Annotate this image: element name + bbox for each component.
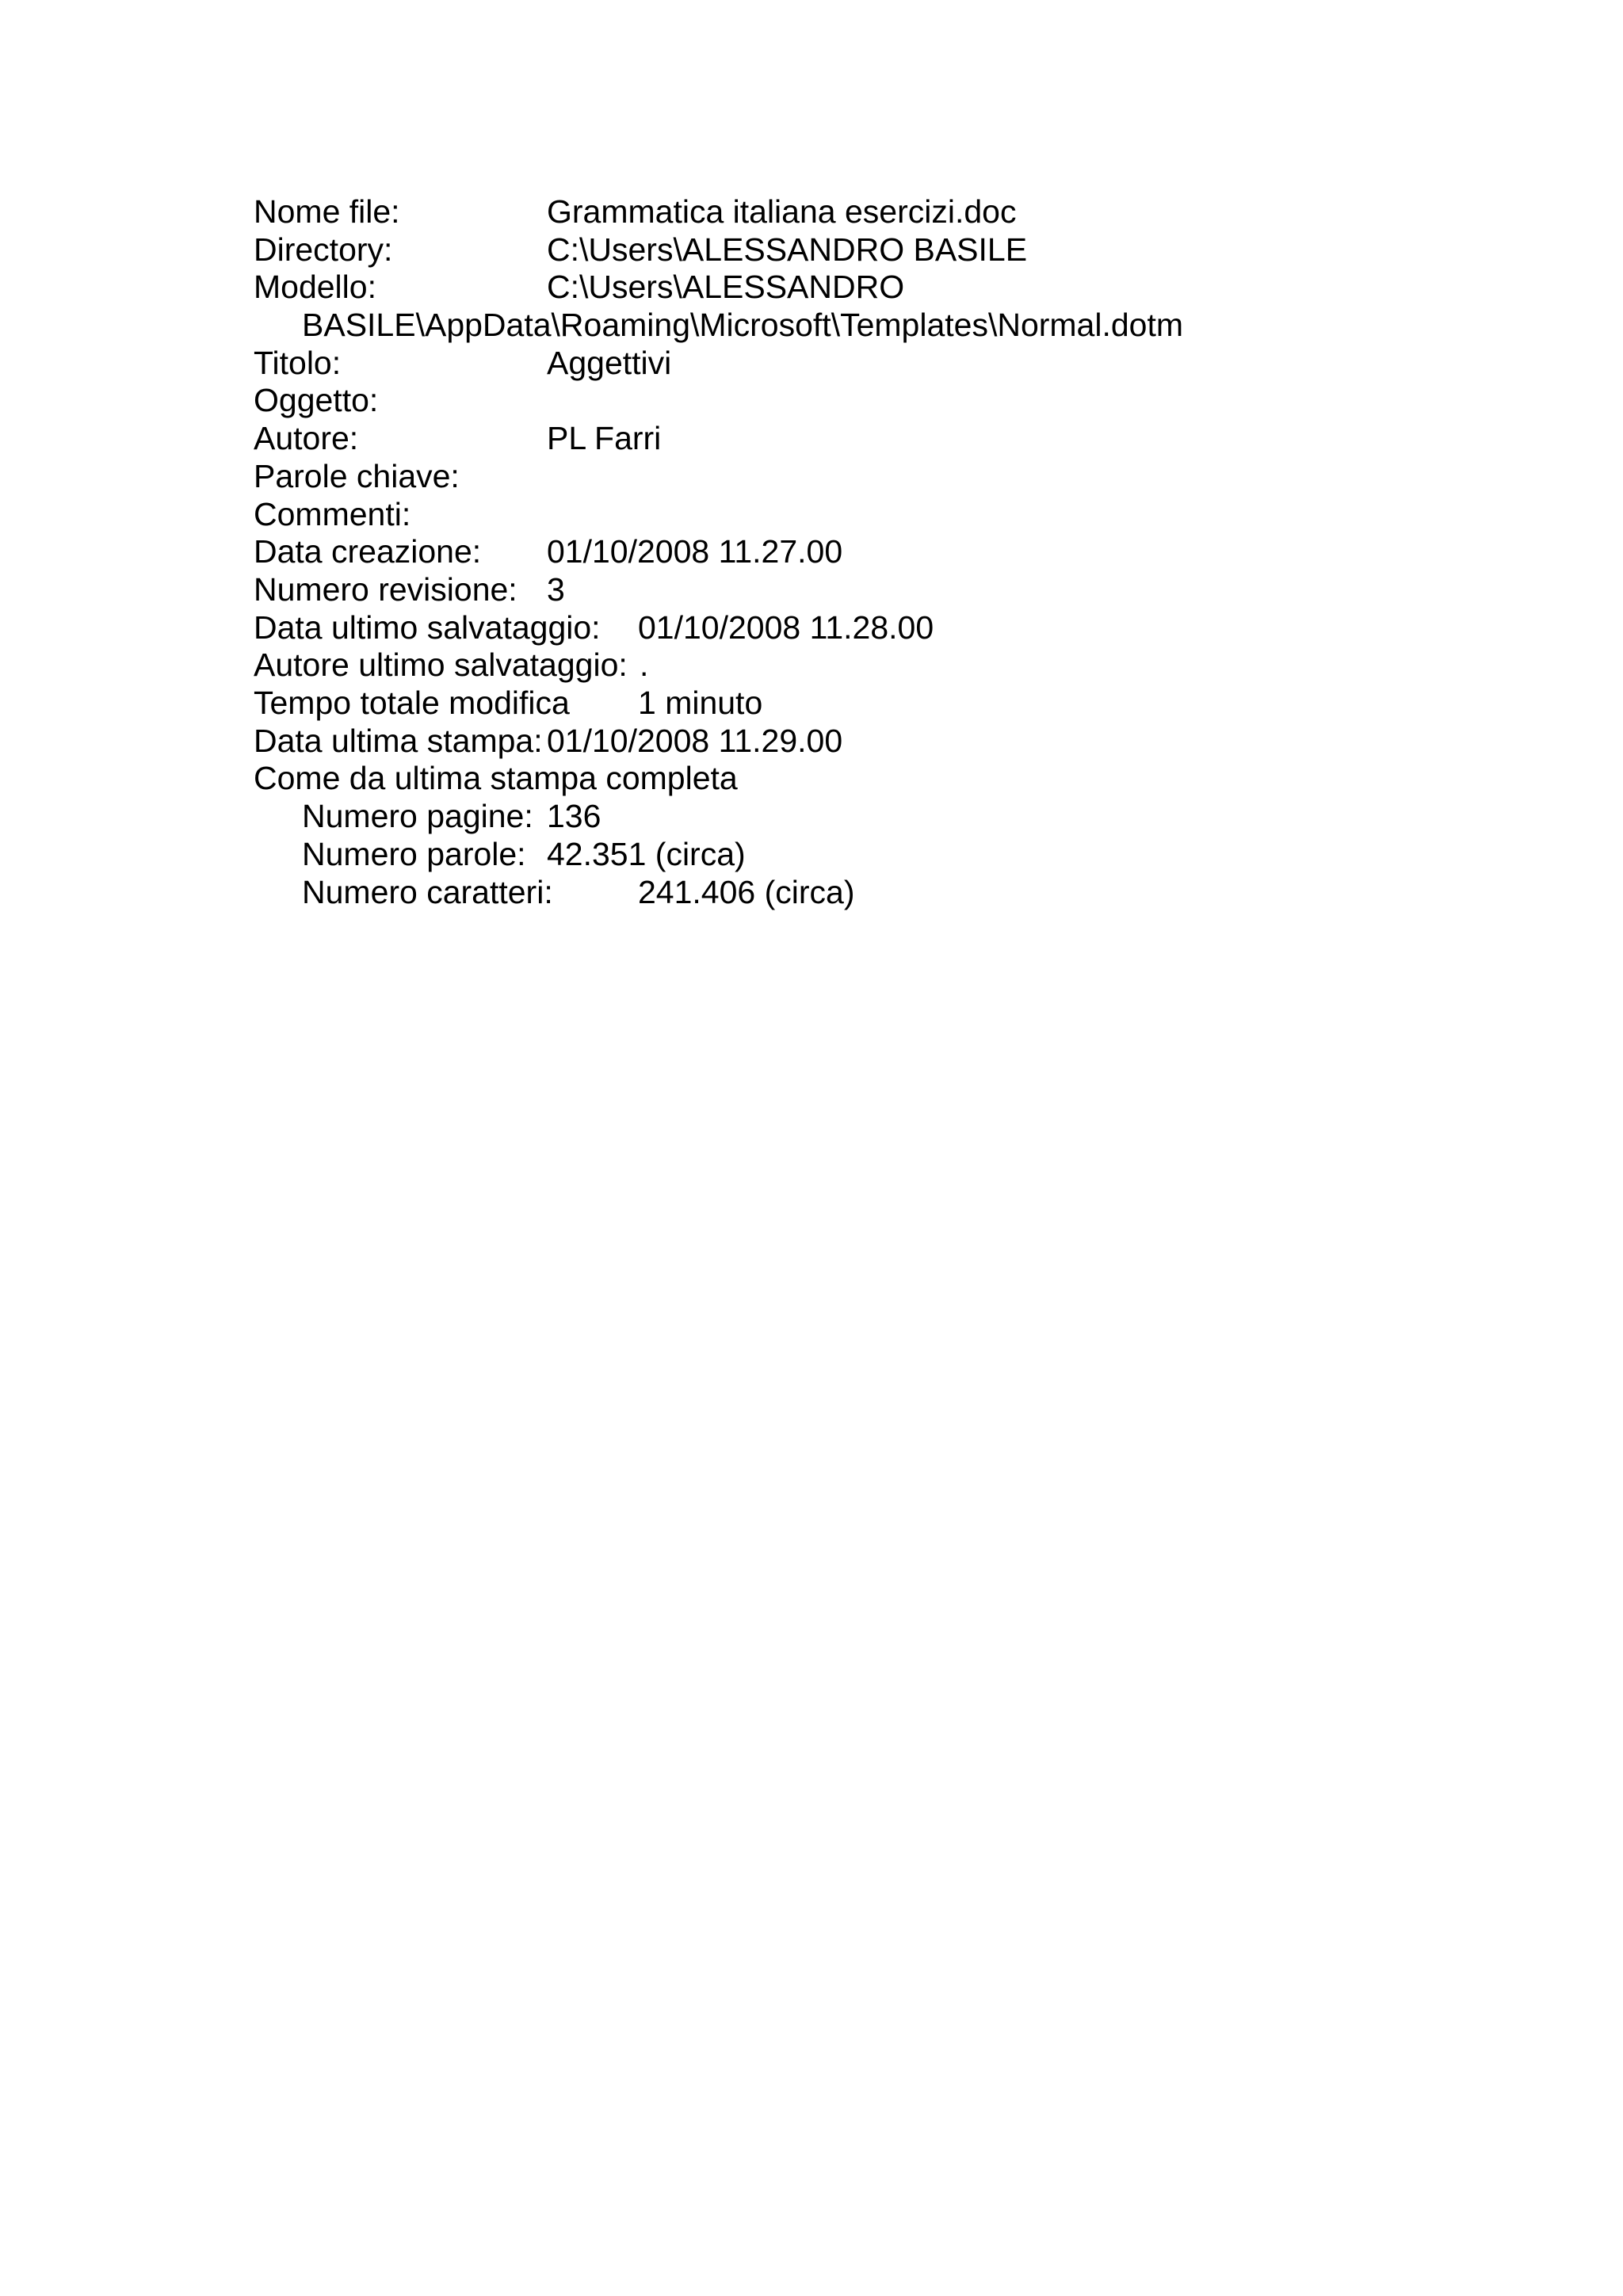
numero-revisione-value: 3 xyxy=(547,571,565,608)
nome-file-label: Nome file: xyxy=(254,193,400,230)
tempo-totale-modifica-value: 1 minuto xyxy=(638,685,763,721)
data-ultima-stampa-value: 01/10/2008 11.29.00 xyxy=(547,723,843,759)
nome-file-value: Grammatica italiana esercizi.doc xyxy=(547,193,1017,230)
directory-label: Directory: xyxy=(254,231,393,268)
numero-parole-label: Numero parole: xyxy=(302,836,526,872)
data-creazione-value: 01/10/2008 11.27.00 xyxy=(547,533,843,570)
numero-caratteri-value: 241.406 (circa) xyxy=(638,874,855,910)
numero-caratteri-label: Numero caratteri: xyxy=(302,874,553,910)
numero-pagine-value: 136 xyxy=(547,798,601,834)
oggetto-label: Oggetto: xyxy=(254,382,379,418)
autore-ultimo-salvataggio-label: Autore ultimo salvataggio: xyxy=(254,646,628,683)
data-creazione-label: Data creazione: xyxy=(254,533,482,570)
numero-pagine-label: Numero pagine: xyxy=(302,798,533,834)
titolo-value: Aggettivi xyxy=(547,345,672,381)
numero-revisione-label: Numero revisione: xyxy=(254,571,517,608)
autore-ultimo-salvataggio-value: . xyxy=(640,646,649,683)
data-ultimo-salvataggio-value: 01/10/2008 11.28.00 xyxy=(638,609,934,646)
data-ultimo-salvataggio-label: Data ultimo salvataggio: xyxy=(254,609,601,646)
tempo-totale-modifica-label: Tempo totale modifica xyxy=(254,685,570,721)
autore-value: PL Farri xyxy=(547,420,662,456)
modello-value-line1: C:\Users\ALESSANDRO xyxy=(547,269,905,305)
directory-value: C:\Users\ALESSANDRO BASILE xyxy=(547,231,1028,268)
titolo-label: Titolo: xyxy=(254,345,342,381)
parole-chiave-label: Parole chiave: xyxy=(254,458,460,494)
modello-value-line2: BASILE\AppData\Roaming\Microsoft\Templates\Normal.dotm xyxy=(302,307,1184,343)
numero-parole-value: 42.351 (circa) xyxy=(547,836,746,872)
autore-label: Autore: xyxy=(254,420,359,456)
stampa-completa-heading: Come da ultima stampa completa xyxy=(254,760,738,796)
modello-label: Modello: xyxy=(254,269,376,305)
commenti-label: Commenti: xyxy=(254,496,411,532)
data-ultima-stampa-label: Data ultima stampa: xyxy=(254,723,543,759)
